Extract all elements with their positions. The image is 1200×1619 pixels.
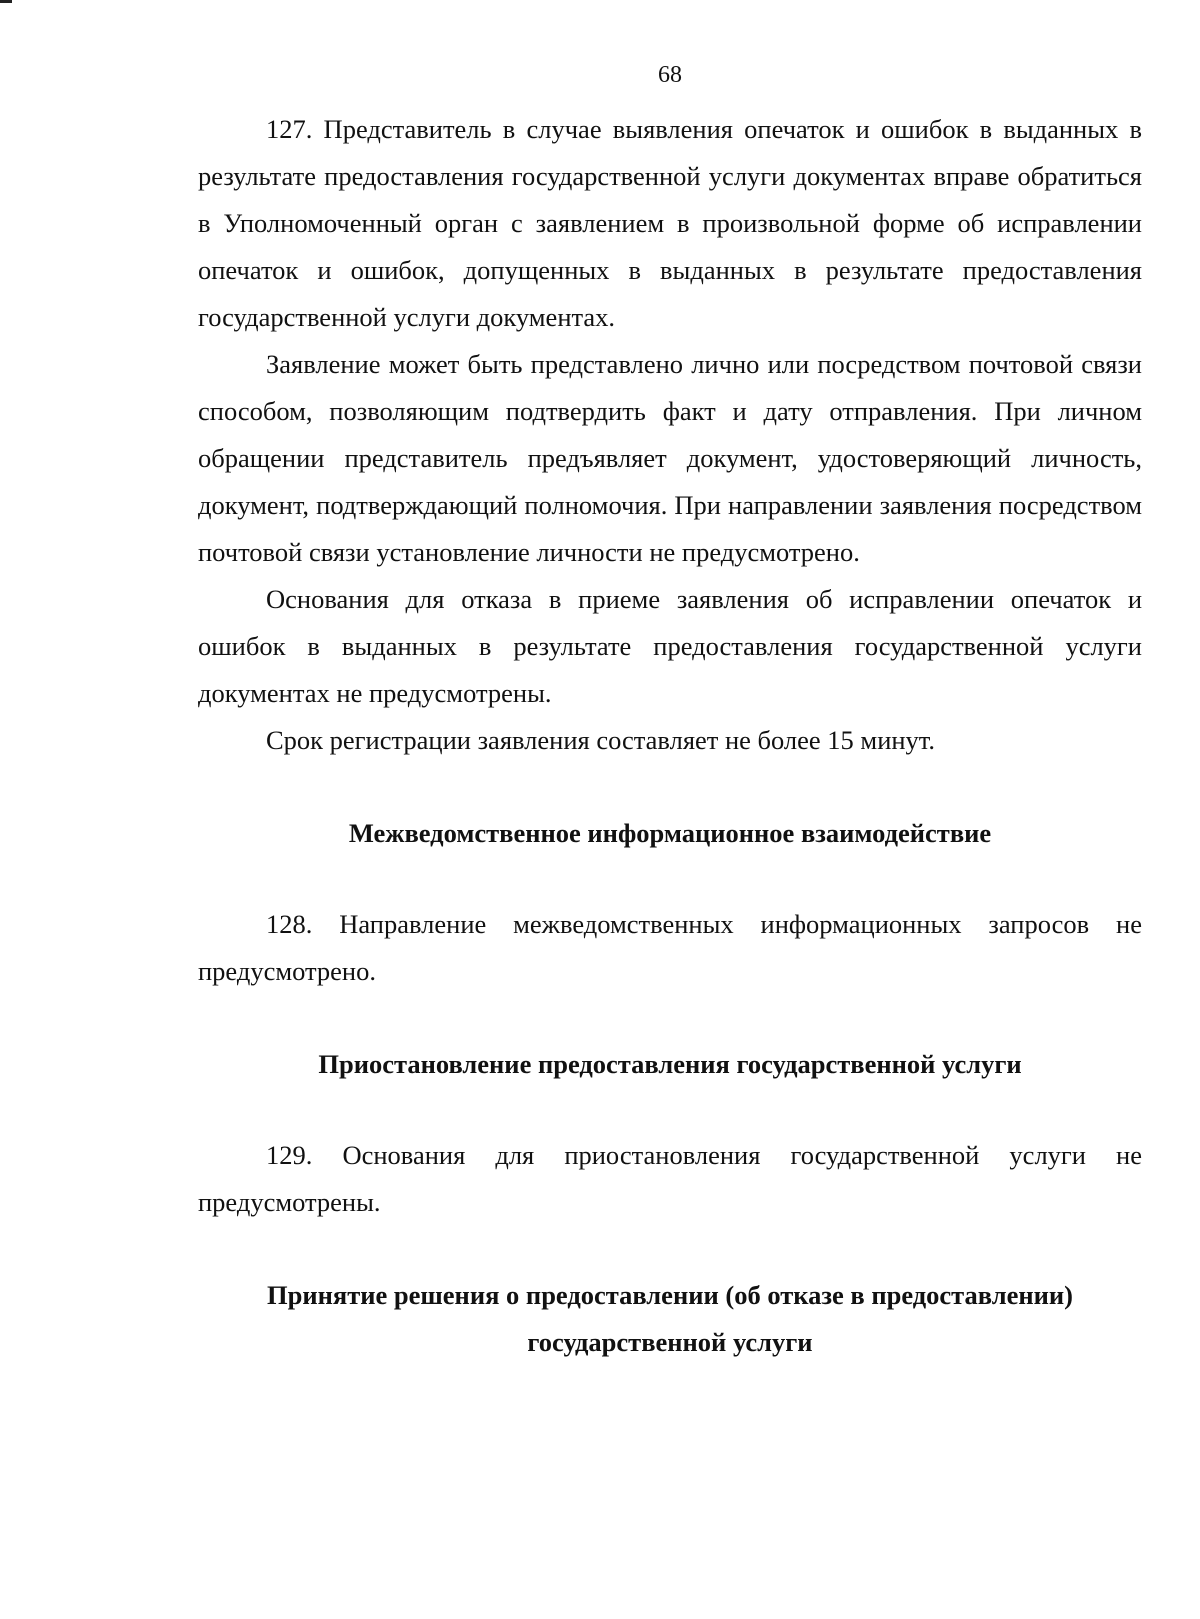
section-heading-decision-line-1: Принятие решения о предоставлении (об отказе в предоставлении) [267,1280,1073,1310]
spacer [198,1088,1142,1132]
page-number: 68 [658,62,682,88]
paragraph-127: 127. Представитель в случае выявления опечаток и ошибок в выданных в результате предоставления государственной услуги документах вправе обратиться в Уполномоченный орган с заявлением в произвольной форме об исправлении опечаток и ошибок, допущенных в выданных в результате предоставления государственной услуги документах. [198,114,1142,332]
document-page [198,60,1142,1366]
spacer [198,764,1142,810]
paragraph-refusal-grounds: Основания для отказа в приеме заявления об исправлении опечаток и ошибок в выданных в результате предоставления государственной услуги документах не предусмотрены. [198,584,1142,708]
section-heading-suspension: Приостановление предоставления государственной услуги [318,1049,1022,1079]
spacer [198,857,1142,901]
spacer [198,995,1142,1041]
section-heading-interagency: Межведомственное информационное взаимодействие [348,818,992,848]
paragraph-registration-term: Срок регистрации заявления составляет не более 15 минут. [266,725,936,755]
paragraph-submission-method: Заявление может быть представлено лично или посредством почтовой связи способом, позволяющим подтвердить факт и дату отправления. При личном обращении представитель предъявляет документ, удостоверяющий личность, документ, подтверждающий полномочия. При направлении заявления посредством почтовой связи установление личности не предусмотрено. [198,349,1142,567]
paragraph-128: 128. Направление межведомственных информационных запросов не предусмотрено. [198,909,1142,986]
section-heading-decision-line-2: государственной услуги [527,1327,813,1357]
paragraph-129: 129. Основания для приостановления государственной услуги не предусмотрены. [198,1140,1142,1217]
scan-corner-mark [0,0,12,3]
spacer [198,1226,1142,1272]
